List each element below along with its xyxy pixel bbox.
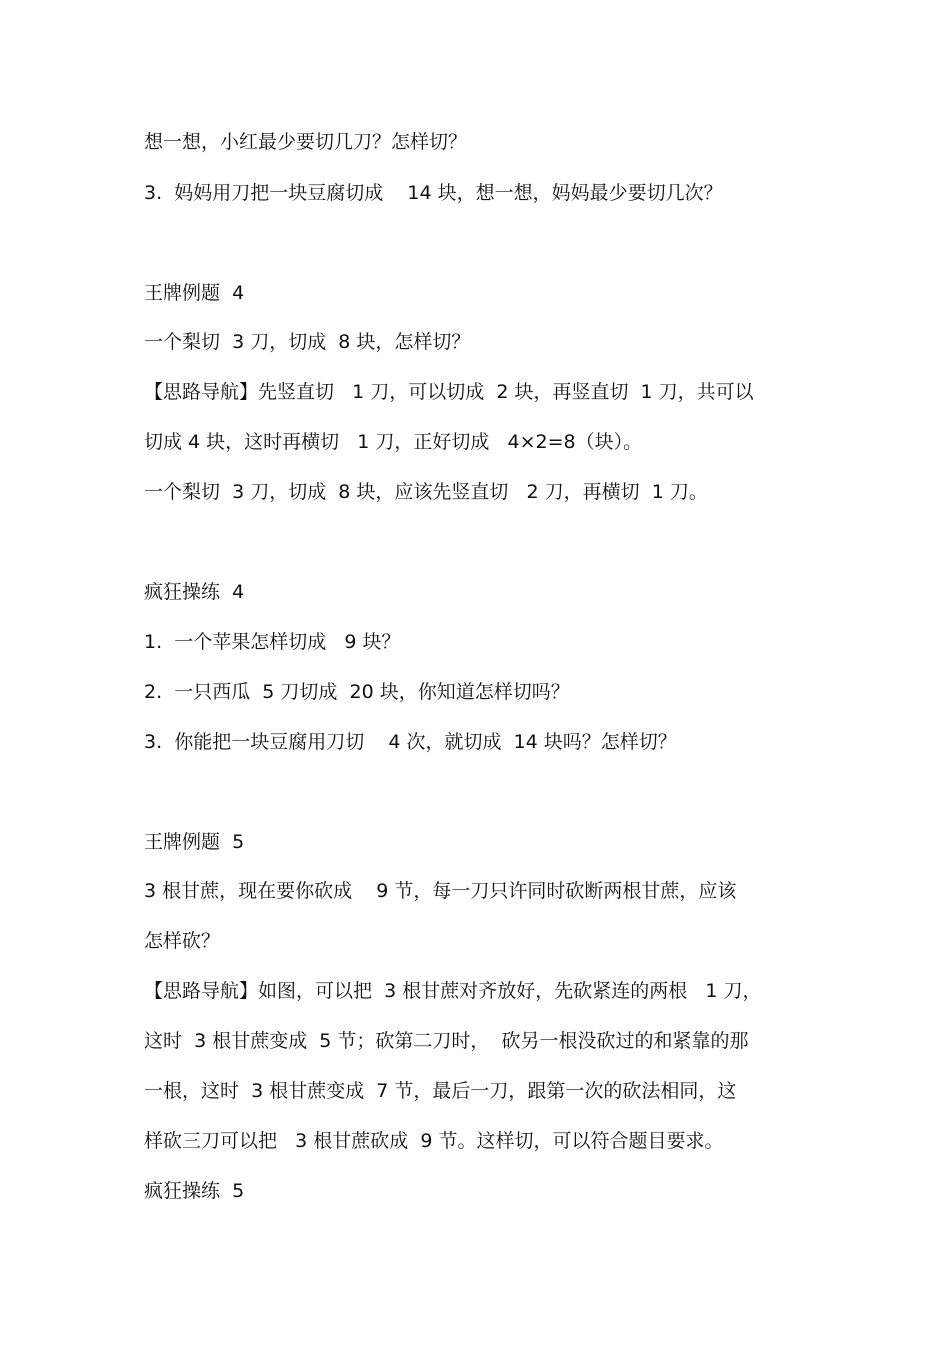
text-line: 2. 一只西瓜 5 刀切成 20 块，你知道怎样切吗？	[144, 681, 570, 703]
text-line: 【思路导航】如图，可以把 3 根甘蔗对齐放好，先砍紧连的两根 1 刀，	[144, 980, 762, 1002]
text-line: 这时 3 根甘蔗变成 5 节；砍第二刀时， 砍另一根没砍过的和紧靠的那	[144, 1030, 749, 1052]
text-line: 3 根甘蔗，现在要你砍成 9 节，每一刀只许同时砍断两根甘蔗，应该	[144, 880, 737, 902]
section-heading: 疯狂操练 4	[144, 581, 245, 603]
section-heading: 王牌例题 5	[144, 831, 245, 853]
text-line: 3. 妈妈用刀把一块豆腐切成 14 块，想一想，妈妈最少要切几次？	[144, 182, 723, 204]
text-line: 样砍三刀可以把 3 根甘蔗砍成 9 节。这样切，可以符合题目要求。	[144, 1130, 724, 1152]
text-line: 一个梨切 3 刀，切成 8 块，应该先竖直切 2 刀，再横切 1 刀。	[144, 481, 708, 503]
text-line: 一根，这时 3 根甘蔗变成 7 节，最后一刀，跟第一次的砍法相同，这	[144, 1080, 737, 1102]
text-line: 一个梨切 3 刀，切成 8 块，怎样切？	[144, 331, 471, 353]
text-line: 怎样砍？	[144, 930, 221, 952]
text-line: 【思路导航】先竖直切 1 刀，可以切成 2 块，再竖直切 1 刀，共可以	[144, 381, 754, 403]
section-heading: 王牌例题 4	[144, 282, 245, 304]
text-line: 想一想，小红最少要切几刀？怎样切？	[144, 131, 468, 153]
text-line: 3. 你能把一块豆腐用刀切 4 次，就切成 14 块吗？怎样切？	[144, 731, 677, 753]
section-heading: 疯狂操练 5	[144, 1180, 245, 1202]
text-line: 1. 一个苹果怎样切成 9 块？	[144, 631, 401, 653]
text-line: 切成 4 块，这时再横切 1 刀，正好切成 4×2=8（块）。	[144, 431, 643, 453]
